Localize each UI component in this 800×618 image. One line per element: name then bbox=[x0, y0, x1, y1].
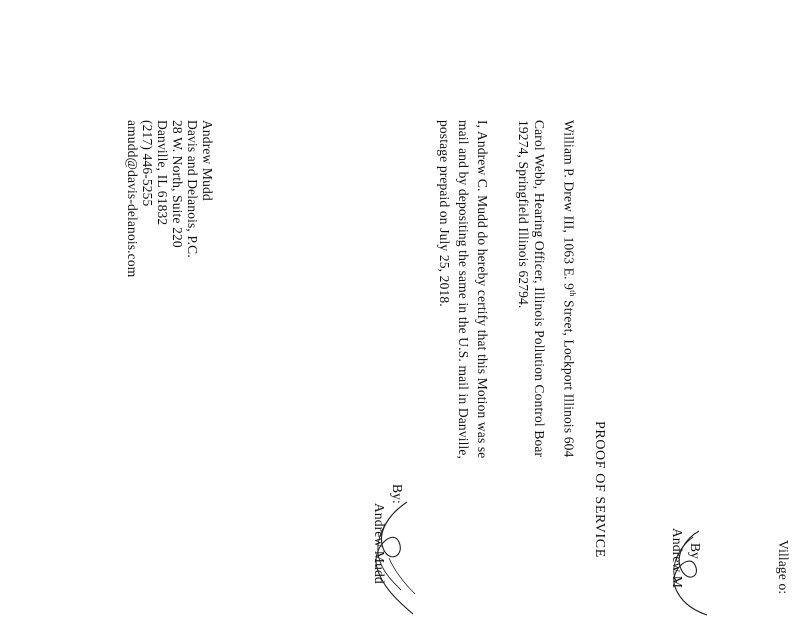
attorney-city: Danville, IL 61832 bbox=[155, 120, 170, 226]
ordinal-suffix: th bbox=[568, 290, 577, 297]
signature-name: Andrew Mudd bbox=[372, 503, 387, 584]
village-fragment: Village o: bbox=[776, 540, 791, 595]
service-line-1-pre: William P. Drew III, 1063 E. 9 bbox=[561, 120, 577, 291]
page-title: PROOF OF SERVICE bbox=[592, 421, 607, 558]
service-line-1-post: Street, Lockport Illinois 604 bbox=[561, 296, 577, 458]
signature-by-label: By: bbox=[390, 484, 405, 504]
attorney-name: Andrew Mudd bbox=[200, 120, 215, 201]
by-label-top: By bbox=[688, 543, 703, 560]
attorney-phone: (217) 446-5255 bbox=[140, 120, 155, 207]
attorney-firm: Davis and Delanois, P.C. bbox=[185, 120, 200, 258]
certification-line-1: I, Andrew C. Mudd do hereby certify that this Motion was se bbox=[475, 120, 490, 459]
signature-scribble bbox=[355, 498, 417, 618]
certification-line-2: mail and by depositing the same in the U.S. mail in Danville, bbox=[456, 120, 471, 460]
top-signature-scribble bbox=[655, 525, 715, 618]
certification-line-3: postage prepaid on July 25, 2018. bbox=[437, 120, 452, 307]
attorney-street: 28 W. North, Suite 220 bbox=[170, 120, 185, 248]
service-line-1 bbox=[562, 120, 576, 457]
service-line-2: Carol Webb, Hearing Officer, Illinois Pollution Control Boar bbox=[532, 120, 547, 458]
service-line-3: 19274, Springfield Illinois 62794. bbox=[516, 120, 531, 309]
attorney-email: amudd@davis-delanois.com bbox=[125, 120, 140, 278]
name-fragment-top: Andrew M bbox=[670, 528, 685, 589]
